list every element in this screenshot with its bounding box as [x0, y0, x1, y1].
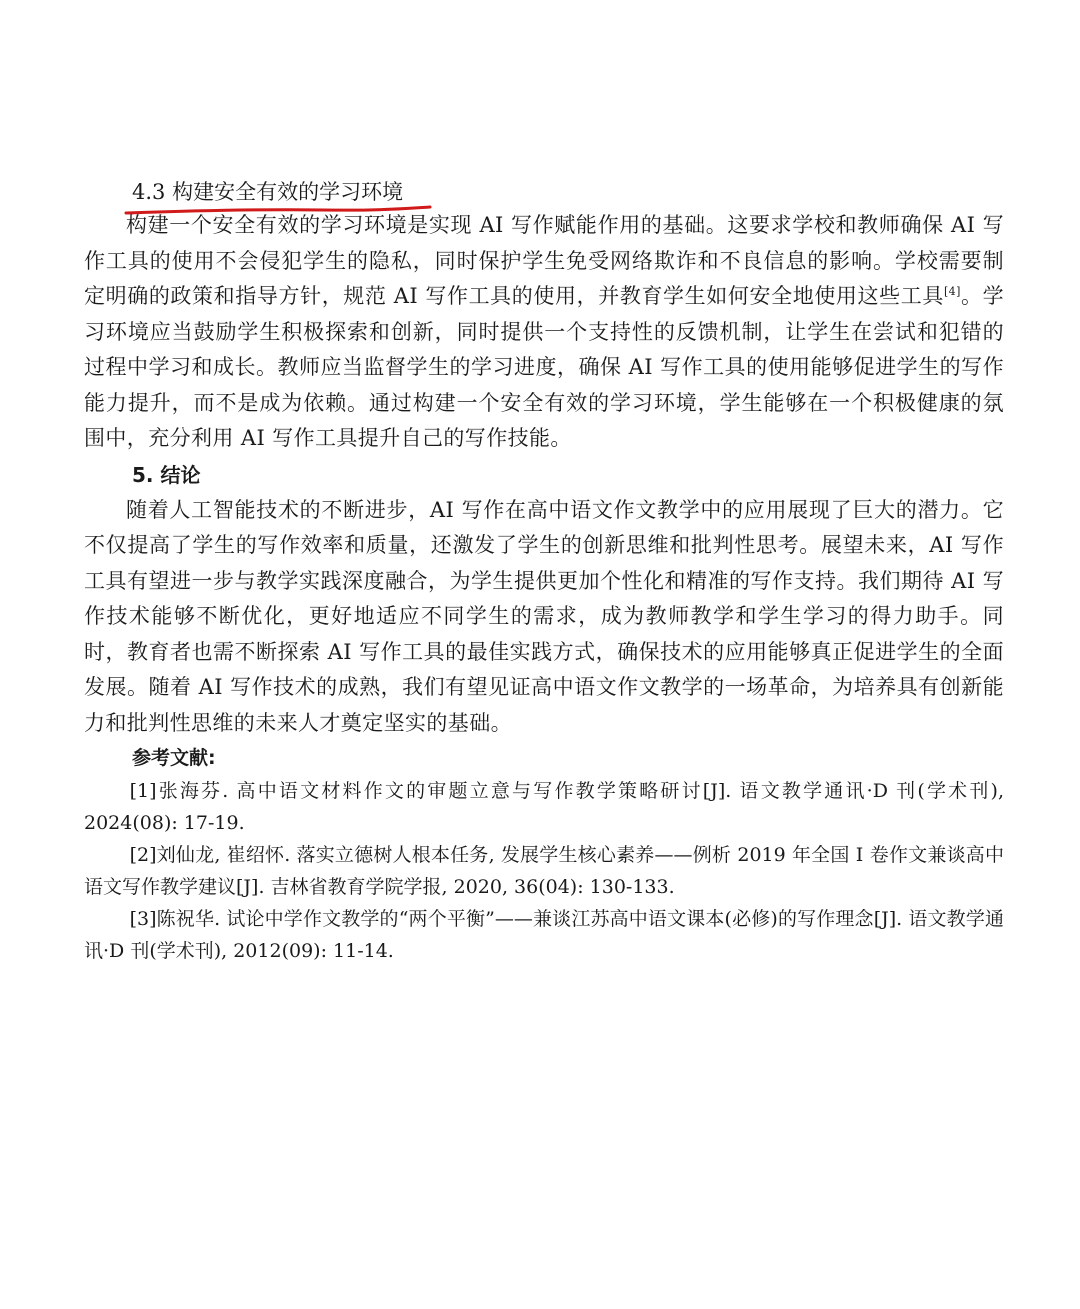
references-heading: 参考文献: [132, 747, 216, 769]
section-5-heading: 5. 结论 [132, 462, 201, 487]
section-4-3-heading: 4.3 构建安全有效的学习环境 [132, 180, 404, 204]
citation-marker: [4] [943, 285, 961, 298]
section-4-3-heading-wrap [132, 176, 403, 208]
reference-item-2: [2]刘仙龙, 崔绍怀. 落实立德树人根本任务, 发展学生核心素养——例析 2019 年全国 Ⅰ 卷作文兼谈高中语文写作教学建议[J]. 吉林省教育学院学报, 2020, 36(04): 130-133. [84, 844, 1004, 898]
red-pen-underline [124, 204, 434, 218]
reference-item-3: [3]陈祝华. 试论中学作文教学的“两个平衡”——兼谈江苏高中语文课本(必修)的写作理念[J]. 语文教学通讯·D 刊(学术刊), 2012(09): 11-14. [84, 908, 1004, 962]
section-4-3-body [84, 208, 1004, 457]
section-4-3-body-part2: 。学习环境应当鼓励学生积极探索和创新，同时提供一个支持性的反馈机制，让学生在尝试和犯错的过程中学习和成长。教师应当监督学生的学习进度，确保 AI 写作工具的使用能够促进学生的写作能力提升，而不是成为依赖。通过构建一个安全有效的学习环境，学生能够在一个积极健康的氛围中，充分利用 AI 写作工具提升自己的写作技能。 [84, 284, 1004, 450]
reference-item-1: [1]张海芬. 高中语文材料作文的审题立意与写作教学策略研讨[J]. 语文教学通讯·D 刊(学术刊), 2024(08): 17-19. [84, 780, 1004, 834]
section-4-3-body-part1: 构建一个安全有效的学习环境是实现 AI 写作赋能作用的基础。这要求学校和教师确保 AI 写作工具的使用不会侵犯学生的隐私，同时保护学生免受网络欺诈和不良信息的影响。学校需要制定明确的政策和指导方针，规范 AI 写作工具的使用，并教育学生如何安全地使用这些工具 [84, 213, 1004, 308]
section-5-body: 随着人工智能技术的不断进步，AI 写作在高中语文作文教学中的应用展现了巨大的潜力。它不仅提高了学生的写作效率和质量，还激发了学生的创新思维和批判性思考。展望未来，AI 写作工具有望进一步与教学实践深度融合，为学生提供更加个性化和精准的写作支持。我们期待 AI 写作技术能够不断优化，更好地适应不同学生的需求，成为教师教学和学生学习的得力助手。同时，教育者也需不断探索 AI 写作工具的最佳实践方式，确保技术的应用能够真正促进学生的全面发展。随着 AI 写作技术的成熟，我们有望见证高中语文作文教学的一场革命，为培养具有创新能力和批判性思维的未来人才奠定坚实的基础。 [84, 497, 1004, 735]
text-column [84, 176, 1004, 967]
